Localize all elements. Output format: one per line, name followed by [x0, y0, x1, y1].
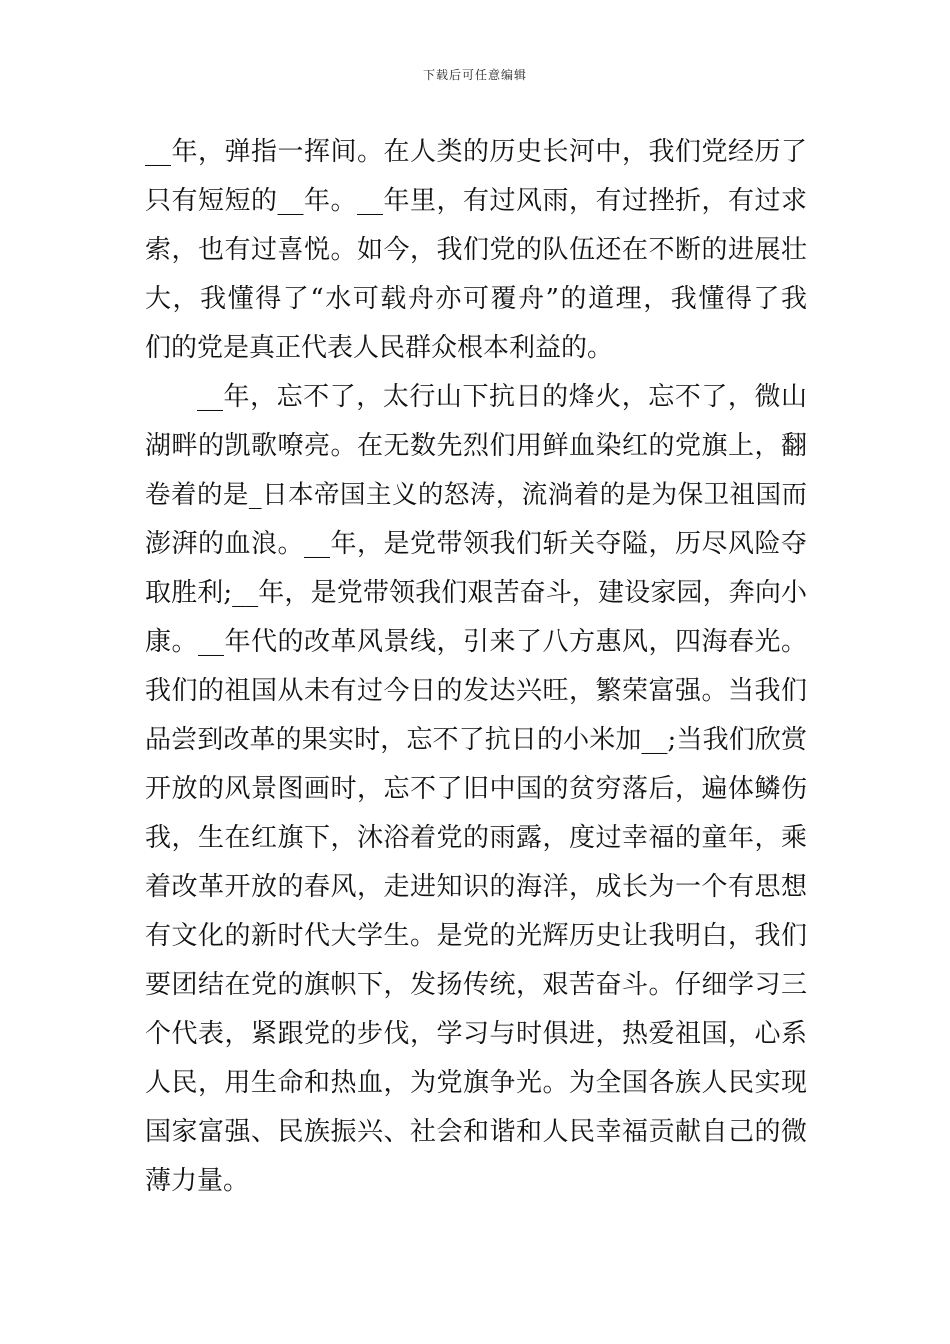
text-line: 国家富强、民族振兴、社会和谐和人民幸福贡献自己的微: [145, 1117, 807, 1147]
text-line: 只有短短的__年。__年里，有过风雨，有过挫折，有过求: [145, 186, 807, 216]
text-line: 我们的祖国从未有过今日的发达兴旺，繁荣富强。当我们: [145, 676, 807, 706]
text-line: 有文化的新时代大学生。是党的光辉历史让我明白，我们: [145, 921, 807, 951]
text-line: 取胜利;__年，是党带领我们艰苦奋斗，建设家园，奔向小: [145, 578, 807, 608]
text-line: 我，生在红旗下，沐浴着党的雨露，度过幸福的童年，乘: [145, 823, 807, 853]
document-body: [145, 128, 807, 1206]
text-line: __年，弹指一挥间。在人类的历史长河中，我们党经历了: [145, 137, 807, 167]
text-line: 湖畔的凯歌嘹亮。在无数先烈们用鲜血染红的党旗上，翻: [145, 431, 807, 461]
text-line: 们的党是真正代表人民群众根本利益的。: [145, 333, 614, 363]
text-line: 大，我懂得了“水可载舟亦可覆舟”的道理，我懂得了我: [145, 284, 807, 314]
text-line: 薄力量。: [145, 1166, 250, 1196]
text-line: 澎湃的血浪。__年，是党带领我们斩关夺隘，历尽风险夺: [145, 529, 807, 559]
text-line: 开放的风景图画时，忘不了旧中国的贫穷落后，遍体鳞伤: [145, 774, 807, 804]
text-line: 康。__年代的改革风景线，引来了八方惠风，四海春光。: [145, 627, 807, 657]
paragraph-2: [145, 373, 807, 1206]
text-line: __年，忘不了，太行山下抗日的烽火，忘不了，微山: [197, 382, 807, 412]
text-line: 个代表，紧跟党的步伐，学习与时俱进，热爱祖国，心系: [145, 1019, 807, 1049]
text-line: 着改革开放的春风，走进知识的海洋，成长为一个有思想: [145, 872, 807, 902]
text-line: 索，也有过喜悦。如今，我们党的队伍还在不断的进展壮: [145, 235, 807, 265]
page-header: 下载后可任意编辑: [422, 68, 527, 82]
paragraph-1: [145, 128, 807, 373]
text-line: 品尝到改革的果实时，忘不了抗日的小米加__;当我们欣赏: [145, 725, 807, 755]
text-line: 人民，用生命和热血，为党旗争光。为全国各族人民实现: [145, 1068, 807, 1098]
text-line: 要团结在党的旗帜下，发扬传统，艰苦奋斗。仔细学习三: [145, 970, 807, 1000]
text-line: 卷着的是_日本帝国主义的怒涛，流淌着的是为保卫祖国而: [145, 480, 807, 510]
